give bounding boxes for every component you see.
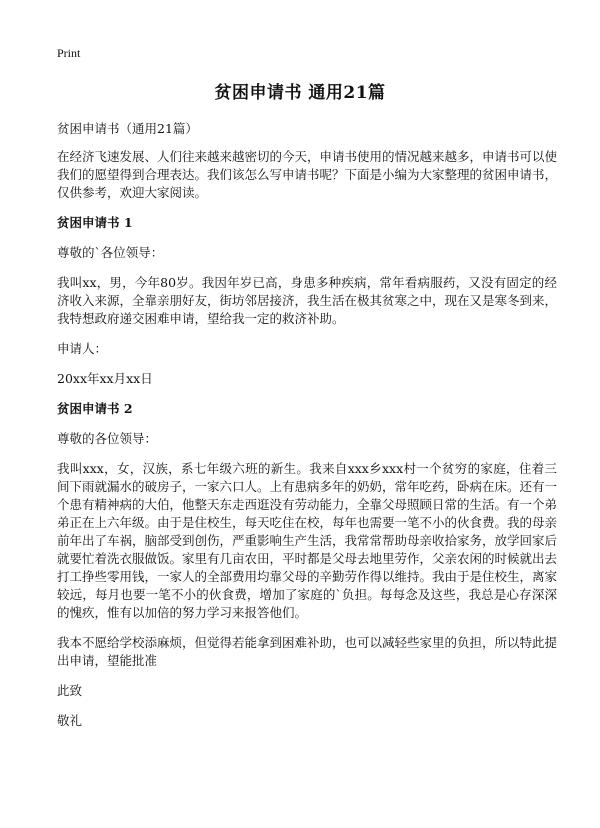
letter1-heading: 贫困申请书 1 <box>57 215 133 230</box>
letter2-heading: 贫困申请书 2 <box>57 401 133 416</box>
letter2-body: 我叫xxx，女，汉族，系七年级六班的新生。我来自xxx乡xxx村一个贫穷的家庭，住着三间下雨就漏水的破房子，一家六口人。上有患病多年的奶奶，常年吃药，卧病在床。还有一个患有精神病的大伯，他整天东走西逛没有劳动能力，全靠父母照顾日常的生活。有一个弟弟正在上六年级。由于是住校生，每天吃住在校，每年也需要一笔不小的伙食费。我的母亲前年出了车祸，脑部受到创伤，严重影响生产生活，我常常帮助母亲收拾家务，放学回家后就要忙着洗衣服做饭。家里有几亩农田，平时都是父母去地里劳作，父亲农闲的时候就出去打工挣些零用钱，一家人的全部费用均靠父母的辛勤劳作得以维持。我由于是住校生，离家较远，每月也要一笔不小的伙食费，增加了家庭的`负担。每每念及这些，我总是心存深深的愧疚，惟有以加倍的努力学习来报答他们。 <box>57 461 558 620</box>
intro-label: 贫困申请书（通用21篇） <box>57 121 198 136</box>
page-title: 贫困申请书 通用21篇 <box>214 83 386 103</box>
letter2-body-closing: 我本不愿给学校添麻烦，但觉得若能拿到困难补助，也可以减轻些家里的负担，所以特此提出申请，望能批准 <box>57 635 558 668</box>
letter1-greeting: 尊敬的`各位领导： <box>57 245 164 260</box>
letter2-closing-regards: 敬礼 <box>57 713 83 728</box>
letter1-body: 我叫xx，男，今年80岁。我因年岁已高，身患多种疾病，常年看病服药，又没有固定的经济收入来源，全靠亲朋好友，街坊邻居接济，我生活在极其贫寒之中，现在又是寒冬到来，我特想政府递交困难申请，望给我一定的救济补助。 <box>57 275 558 326</box>
letter2-greeting: 尊敬的各位领导： <box>57 431 158 446</box>
letter2-closing-salutation: 此致 <box>57 683 83 698</box>
print-label: Print <box>57 46 81 60</box>
letter1-date: 20xx年xx月xx日 <box>57 371 153 386</box>
intro-paragraph: 在经济飞速发展、人们往来越来越密切的今天，申请书使用的情况越来越多，申请书可以使我们的愿望得到合理表达。我们该怎么写申请书呢？下面是小编为大家整理的贫困申请书，仅供参考，欢迎大家阅读。 <box>57 149 558 200</box>
document-body <box>57 120 557 742</box>
letter1-applicant: 申请人： <box>57 341 108 356</box>
